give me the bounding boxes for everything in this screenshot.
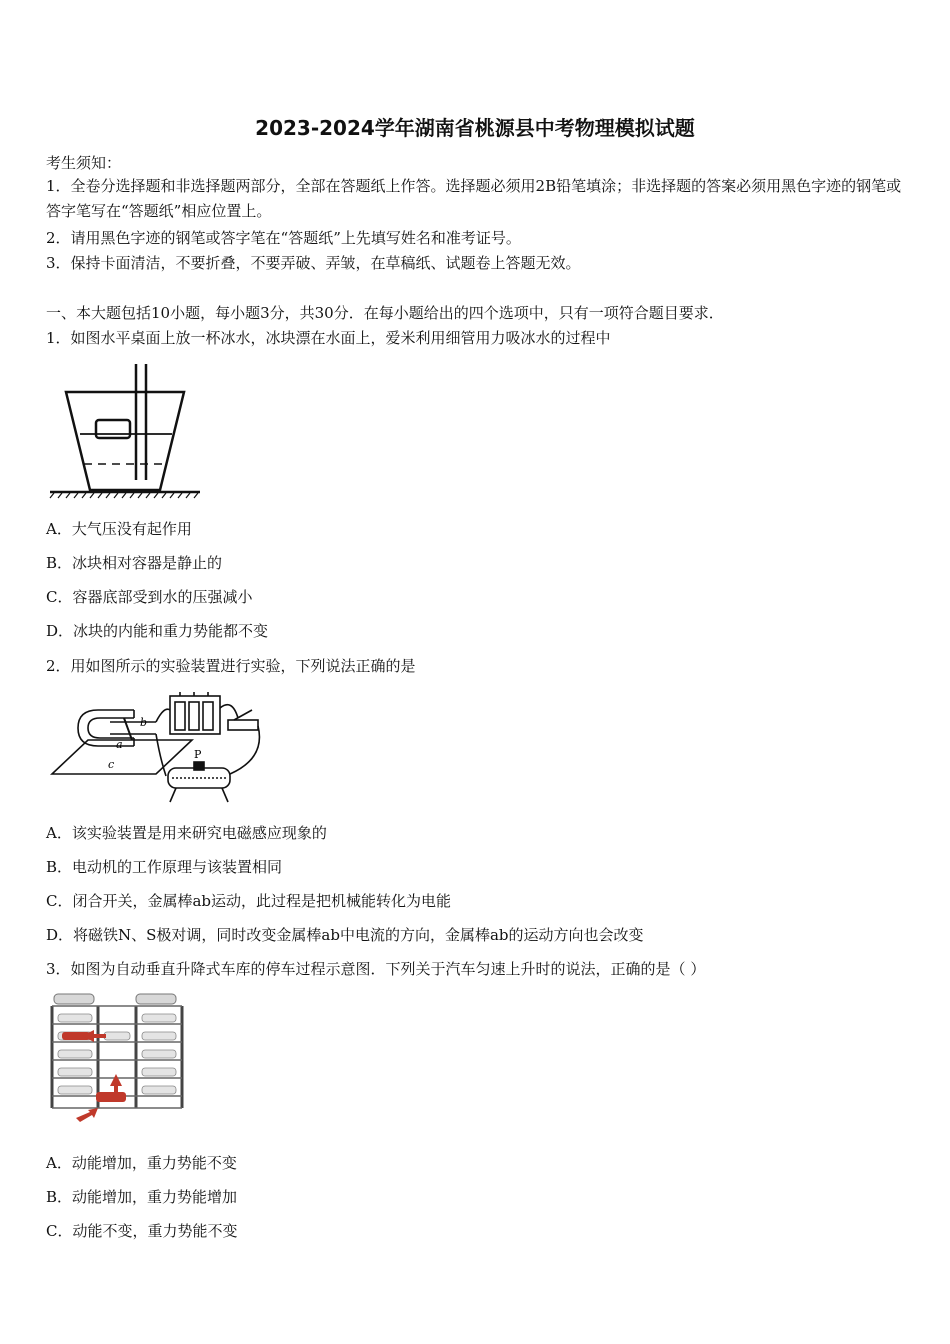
question-2-option-d: D．将磁铁N、S极对调，同时改变金属棒ab中电流的方向，金属棒ab的运动方向也会改变 <box>46 926 644 944</box>
page-title: 2023-2024学年湖南省桃源县中考物理模拟试题 <box>255 116 695 140</box>
question-3-option-c: C．动能不变，重力势能不变 <box>46 1222 238 1240</box>
question-3-option-b: B．动能增加，重力势能增加 <box>46 1188 238 1206</box>
label-c: c <box>108 758 115 771</box>
notice-item-2: 2．请用黑色字迹的钢笔或答字笔在“答题纸”上先填写姓名和准考证号。 <box>46 229 521 247</box>
question-1-option-c: C．容器底部受到水的压强减小 <box>46 588 253 606</box>
label-a: a <box>116 738 123 751</box>
section-heading: 一、本大题包括10小题，每小题3分，共30分．在每小题给出的四个选项中，只有一项符合题目要求． <box>46 304 724 322</box>
question-1-option-a: A．大气压没有起作用 <box>46 520 192 538</box>
question-2-option-c: C．闭合开关，金属棒ab运动，此过程是把机械能转化为电能 <box>46 892 452 910</box>
question-3-option-a: A．动能增加，重力势能不变 <box>46 1154 237 1172</box>
label-b: b <box>140 716 148 729</box>
notice-item-3: 3．保持卡面清洁，不要折叠，不要弄破、弄皱，在草稿纸、试题卷上答题无效。 <box>46 254 581 272</box>
question-1-figure <box>48 362 208 500</box>
question-1-option-b: B．冰块相对容器是静止的 <box>46 554 223 572</box>
notice-item-1: 1．全卷分选择题和非选择题两部分，全部在答题纸上作答。选择题必须用2B铅笔填涂；非选择题的答案必须用黑色字迹的钢笔或答字笔写在“答题纸”相应位置上。 <box>46 177 902 220</box>
label-p: P <box>194 748 202 761</box>
question-2-stem: 2．用如图所示的实验装置进行实验，下列说法正确的是 <box>46 657 416 675</box>
question-1-option-d: D．冰块的内能和重力势能都不变 <box>46 622 269 640</box>
notice-heading: 考生须知： <box>46 154 122 172</box>
question-2-figure <box>48 688 266 808</box>
question-3-figure <box>48 990 190 1130</box>
question-1-stem: 1．如图水平桌面上放一杯冰水，冰块漂在水面上，爱米利用细管用力吸冰水的过程中 <box>46 329 611 347</box>
question-2-option-a: A．该实验装置是用来研究电磁感应现象的 <box>46 824 327 842</box>
question-3-stem: 3．如图为自动垂直升降式车库的停车过程示意图．下列关于汽车匀速上升时的说法，正确的是（ ） <box>46 960 706 978</box>
question-2-option-b: B．电动机的工作原理与该装置相同 <box>46 858 283 876</box>
